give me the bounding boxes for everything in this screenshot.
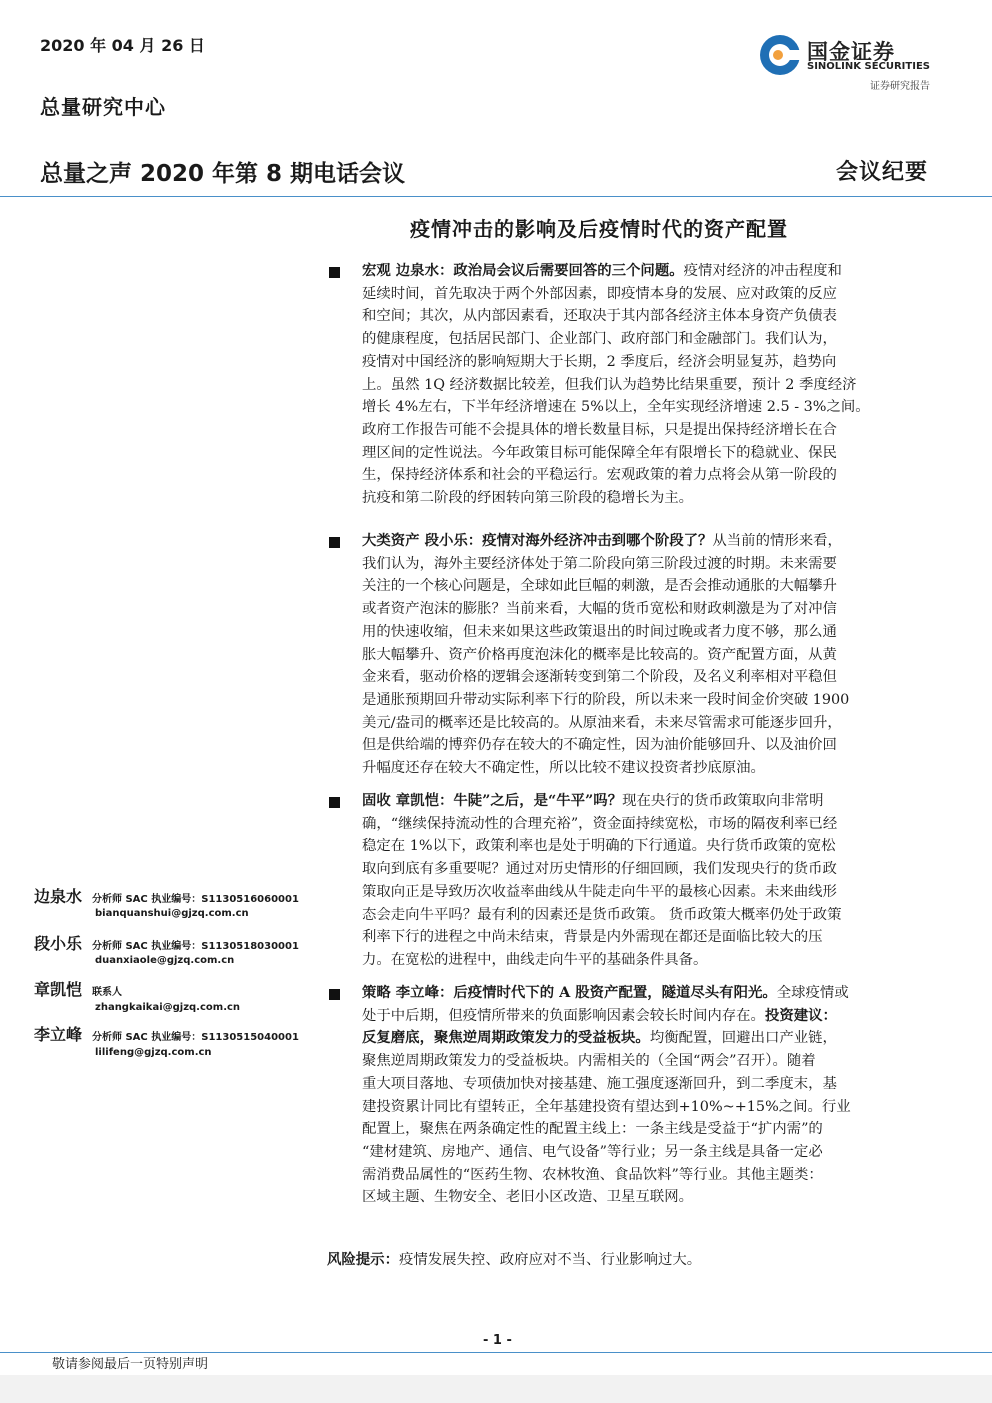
body-text: 取向到底有多重要呢？通过对历史情形的仔细回顾，我们发现央行的货币政 xyxy=(362,861,837,878)
analyst-block xyxy=(34,884,324,919)
analyst-role: 分析师 SAC 执业编号：S1130518030001 xyxy=(92,941,299,952)
body-text: 美元/盎司的概率还是比较高的。从原油来看，未来尽管需求可能逐步回升， xyxy=(362,714,842,731)
text-line xyxy=(362,442,946,465)
text-line xyxy=(362,530,946,553)
bullet-marker xyxy=(329,267,340,278)
bold-text: 大类资产 段小乐：疫情对海外经济冲击到哪个阶段了？ xyxy=(362,532,713,549)
body-text: 疫情对经济的冲击程度和 xyxy=(683,263,842,279)
body-text: 利率下行的进程之中尚未结束，背景是内外需现在都还是面临比较大的压 xyxy=(362,929,823,946)
section-strategy xyxy=(362,982,946,1209)
analyst-email[interactable]: duanxiaole@gjzq.com.cn xyxy=(95,955,235,966)
body-text: 政府工作报告可能不会提具体的增长数量目标，只是提出保持经济增长在合 xyxy=(362,421,837,438)
report-date: 2020 年 04 月 26 日 xyxy=(40,36,205,55)
text-line xyxy=(362,328,946,351)
text-line xyxy=(362,396,946,419)
body-text: 处于中后期，但疫情所带来的负面影响因素会较长时间内存在。 xyxy=(362,1007,765,1024)
body-text: 聚焦逆周期政策发力的受益板块。内需相关的（全国“两会”召开）。随着 xyxy=(362,1053,816,1070)
text-line xyxy=(362,644,946,667)
department-name: 总量研究中心 xyxy=(40,95,166,119)
text-line xyxy=(362,904,946,927)
text-line xyxy=(362,926,946,949)
body-text: 稳定在 1%以下，政策利率也是处于明确的下行通道。央行货币政策的宽松 xyxy=(362,838,836,855)
text-line xyxy=(362,1164,946,1187)
section-asset-allocation xyxy=(362,530,946,780)
risk-text: 疫情发展失控、政府应对不当、行业影响过大。 xyxy=(398,1252,702,1268)
body-text: 胀大幅攀升、资产价格再度泡沫化的概率是比较高的。资产配置方面，从黄 xyxy=(362,646,837,663)
analyst-email[interactable]: zhangkaikai@gjzq.com.cn xyxy=(95,1002,241,1013)
report-subtitle: 疫情冲击的影响及后疫情时代的资产配置 xyxy=(410,217,788,241)
body-text: 增长 4%左右，下半年经济增速在 5%以上，全年实现经济增速 2.5 - 3%之间。 xyxy=(362,399,870,416)
text-line xyxy=(362,982,946,1005)
bold-text: 宏观 边泉水：政治局会议后需要回答的三个问题。 xyxy=(362,262,684,279)
body-text: 需消费品属性的“医药生物、农林牧渔、食品饮料”等行业。其他主题类： xyxy=(362,1166,823,1183)
logo-en-text: SINOLINK SECURITIES xyxy=(807,61,930,72)
body-text: 我们认为，海外主要经济体处于第二阶段向第三阶段过渡的时期。未来需要 xyxy=(362,555,837,572)
analyst-role: 分析师 SAC 执业编号：S1130515040001 xyxy=(92,1032,299,1043)
bullet-marker xyxy=(329,537,340,548)
bold-text: 策略 李立峰：后疫情时代下的 A 股资产配置，隧道尽头有阳光。 xyxy=(362,984,777,1001)
body-text: “建材建筑、房地产、通信、电气设备”等行业；另一条主线是具备一定必 xyxy=(362,1143,823,1160)
body-text: 和空间；其次，从内部因素看，还取决于其内部各经济主体本身资产负债表 xyxy=(362,308,837,325)
bullet-marker xyxy=(329,797,340,808)
body-text: 态会走向牛平吗？最有利的因素还是货币政策。 货币政策大概率仍处于政策 xyxy=(362,906,842,923)
analyst-block xyxy=(34,1022,324,1058)
body-text: 是通胀预期回升带动实际利率下行的阶段，所以未来一段时间金价突破 1900 xyxy=(362,691,850,708)
analyst-role: 分析师 SAC 执业编号：S1130516060001 xyxy=(92,894,299,905)
analyst-role: 联系人 xyxy=(92,987,122,998)
report-title: 总量之声 2020 年第 8 期电话会议 xyxy=(40,161,406,187)
body-text: 均衡配置，回避出口产业链， xyxy=(649,1030,837,1047)
body-text: 疫情对中国经济的影响短期大于长期，2 季度后，经济会明显复苏，趋势向 xyxy=(362,353,837,370)
text-line xyxy=(362,835,946,858)
risk-label: 风险提示： xyxy=(327,1251,399,1268)
text-line xyxy=(362,1186,946,1209)
text-line xyxy=(362,858,946,881)
text-line xyxy=(362,1027,946,1050)
text-line xyxy=(362,575,946,598)
bold-text: 固收 章凯恺：牛陡”之后，是“牛平”吗？ xyxy=(362,792,623,809)
footer-disclaimer: 敬请参阅最后一页特别声明 xyxy=(52,1357,209,1372)
body-text: 上。虽然 1Q 经济数据比较差，但我们认为趋势比结果重要，预计 2 季度经济 xyxy=(362,376,857,393)
bold-text: 投资建议： xyxy=(764,1006,837,1024)
text-line xyxy=(362,1141,946,1164)
body-text: 抗疫和第二阶段的纾困转向第三阶段的稳增长为主。 xyxy=(362,490,693,507)
bold-text: 反复磨底，聚焦逆周期政策发力的受益板块。 xyxy=(362,1029,650,1047)
text-line xyxy=(362,881,946,904)
body-text: 策取向正是导致历次收益率曲线从牛陡走向牛平的最核心因素。未来曲线形 xyxy=(362,883,837,900)
text-line xyxy=(362,621,946,644)
text-line xyxy=(362,305,946,328)
analyst-email[interactable]: bianquanshui@gjzq.com.cn xyxy=(95,908,249,919)
body-text: 理区间的定性说法。今年政策目标可能保障全年有限增长下的稳就业、保民 xyxy=(362,444,837,461)
section-fixed-income xyxy=(362,790,946,972)
analyst-block xyxy=(34,977,324,1013)
analyst-name: 边泉水 xyxy=(34,887,83,906)
text-line xyxy=(362,374,946,397)
body-text: 重大项目落地、专项债加快对接基建、施工强度逐渐回升，到二季度末，基 xyxy=(362,1075,837,1092)
text-line xyxy=(362,283,946,306)
body-text: 的健康程度，包括居民部门、企业部门、政府部门和金融部门。我们认为， xyxy=(362,331,837,348)
text-line xyxy=(362,1005,946,1028)
logo-cn-text: 国金证券 xyxy=(807,40,895,64)
body-text: 区域主题、生物安全、老旧小区改造、卫星互联网。 xyxy=(362,1189,693,1206)
body-text: 或者资产泡沫的膨胀？当前来看，大幅的货币宽松和财政刺激是为了对冲信 xyxy=(362,601,837,618)
body-text: 用的快速收缩，但未来如果这些政策退出的时间过晚或者力度不够，那么通 xyxy=(362,623,837,640)
text-line xyxy=(362,712,946,735)
body-text: 全球疫情或 xyxy=(776,985,849,1001)
text-line xyxy=(362,1050,946,1073)
text-line xyxy=(362,666,946,689)
logo-subtitle: 证券研究报告 xyxy=(870,81,930,92)
analyst-name: 段小乐 xyxy=(34,934,83,953)
text-line xyxy=(362,1118,946,1141)
body-text: 但是供给端的博弈仍存在较大的不确定性，因为油价能够回升、以及油价回 xyxy=(362,737,837,754)
body-text: 现在央行的货币政策取向非常明 xyxy=(622,793,824,809)
body-text: 金来看，驱动价格的逻辑会逐渐转变到第二个阶段，及名义利率相对平稳但 xyxy=(362,669,837,686)
section-macro xyxy=(362,260,946,510)
analyst-email[interactable]: lilifeng@gjzq.com.cn xyxy=(95,1047,212,1058)
bullet-marker xyxy=(329,989,340,1000)
document-type: 会议纪要 xyxy=(836,159,929,185)
body-text: 延续时间，首先取决于两个外部因素，即疫情本身的发展、应对政策的反应 xyxy=(362,285,837,302)
body-text: 力。在宽松的进程中，曲线走向牛平的基础条件具备。 xyxy=(362,951,708,968)
text-line xyxy=(362,464,946,487)
text-line xyxy=(362,790,946,813)
text-line xyxy=(362,1073,946,1096)
text-line xyxy=(362,757,946,780)
text-line xyxy=(362,734,946,757)
body-text: 升幅度还存在较大不确定性，所以比较不建议投资者抄底原油。 xyxy=(362,760,765,777)
text-line xyxy=(362,260,946,283)
footer-band xyxy=(0,1375,992,1403)
text-line xyxy=(362,419,946,442)
body-text: 生，保持经济体系和社会的平稳运行。宏观政策的着力点将会从第一阶段的 xyxy=(362,467,837,484)
text-line xyxy=(362,949,946,972)
header-rule xyxy=(0,196,992,197)
analyst-block xyxy=(34,931,324,966)
text-line xyxy=(362,1096,946,1119)
analyst-name: 章凯恺 xyxy=(34,980,83,999)
text-line xyxy=(362,487,946,510)
analyst-name: 李立峰 xyxy=(34,1025,83,1044)
body-text: 建投资累计同比有望转正，全年基建投资有望达到+10%~+15%之间。行业 xyxy=(362,1098,851,1115)
text-line xyxy=(362,813,946,836)
page-number: - 1 - xyxy=(483,1333,512,1348)
body-text: 配置上，聚焦在两条确定性的配置主线上：一条主线是受益于“扩内需”的 xyxy=(362,1121,823,1138)
body-text: 关注的一个核心问题是，全球如此巨幅的刺激，是否会推动通胀的大幅攀升 xyxy=(362,578,837,595)
text-line xyxy=(362,598,946,621)
text-line xyxy=(362,351,946,374)
body-text: 从当前的情形来看， xyxy=(712,533,842,549)
risk-warning xyxy=(327,1248,701,1269)
text-line xyxy=(362,689,946,712)
body-text: 确，“继续保持流动性的合理充裕”，资金面持续宽松，市场的隔夜利率已经 xyxy=(362,815,838,832)
sinolink-logo-icon xyxy=(757,32,803,78)
text-line xyxy=(362,553,946,576)
